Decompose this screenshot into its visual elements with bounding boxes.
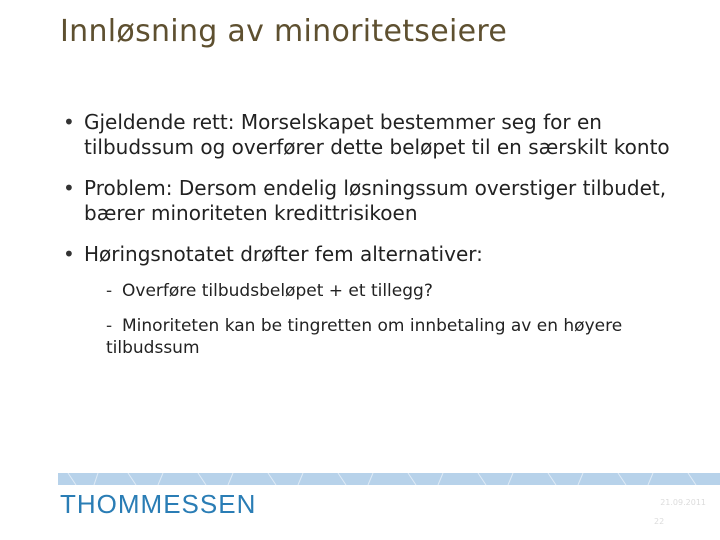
bullet-text: Høringsnotatet drøfter fem alternativer: bbox=[84, 242, 483, 266]
bullet-dot-icon: • bbox=[63, 176, 75, 200]
thommessen-logo: THOMMESSEN bbox=[60, 489, 257, 519]
bullet-item bbox=[60, 176, 700, 226]
dash-icon: - bbox=[106, 316, 113, 337]
bullet-list bbox=[60, 110, 700, 373]
bullet-dot-icon: • bbox=[63, 242, 75, 266]
bullet-text: Gjeldende rett: Morselskapet bestemmer seg for en tilbudssum og overfører dette beløpet til en særskilt konto bbox=[84, 110, 670, 159]
slide-title: Innløsning av minoritetseiere bbox=[60, 14, 508, 49]
footer-date: 21.09.2011 bbox=[660, 498, 706, 507]
bullet-item bbox=[60, 242, 700, 267]
sub-bullet-text: Minoriteten kan be tingretten om innbetaling av en høyere tilbudssum bbox=[106, 316, 623, 358]
sub-bullet-item bbox=[106, 316, 682, 359]
band-pattern bbox=[58, 473, 720, 485]
sub-bullet-text: Overføre tilbudsbeløpet + et tillegg? bbox=[122, 281, 433, 301]
bullet-dot-icon: • bbox=[63, 110, 75, 134]
page-number: 22 bbox=[654, 517, 665, 526]
dash-icon: - bbox=[106, 281, 113, 301]
sub-bullet-item bbox=[106, 281, 698, 302]
bullet-text: Problem: Dersom endelig løsningssum overstiger tilbudet, bærer minoriteten kredittrisikoen bbox=[84, 176, 667, 225]
bullet-item bbox=[60, 110, 700, 160]
footer-band bbox=[58, 473, 720, 485]
